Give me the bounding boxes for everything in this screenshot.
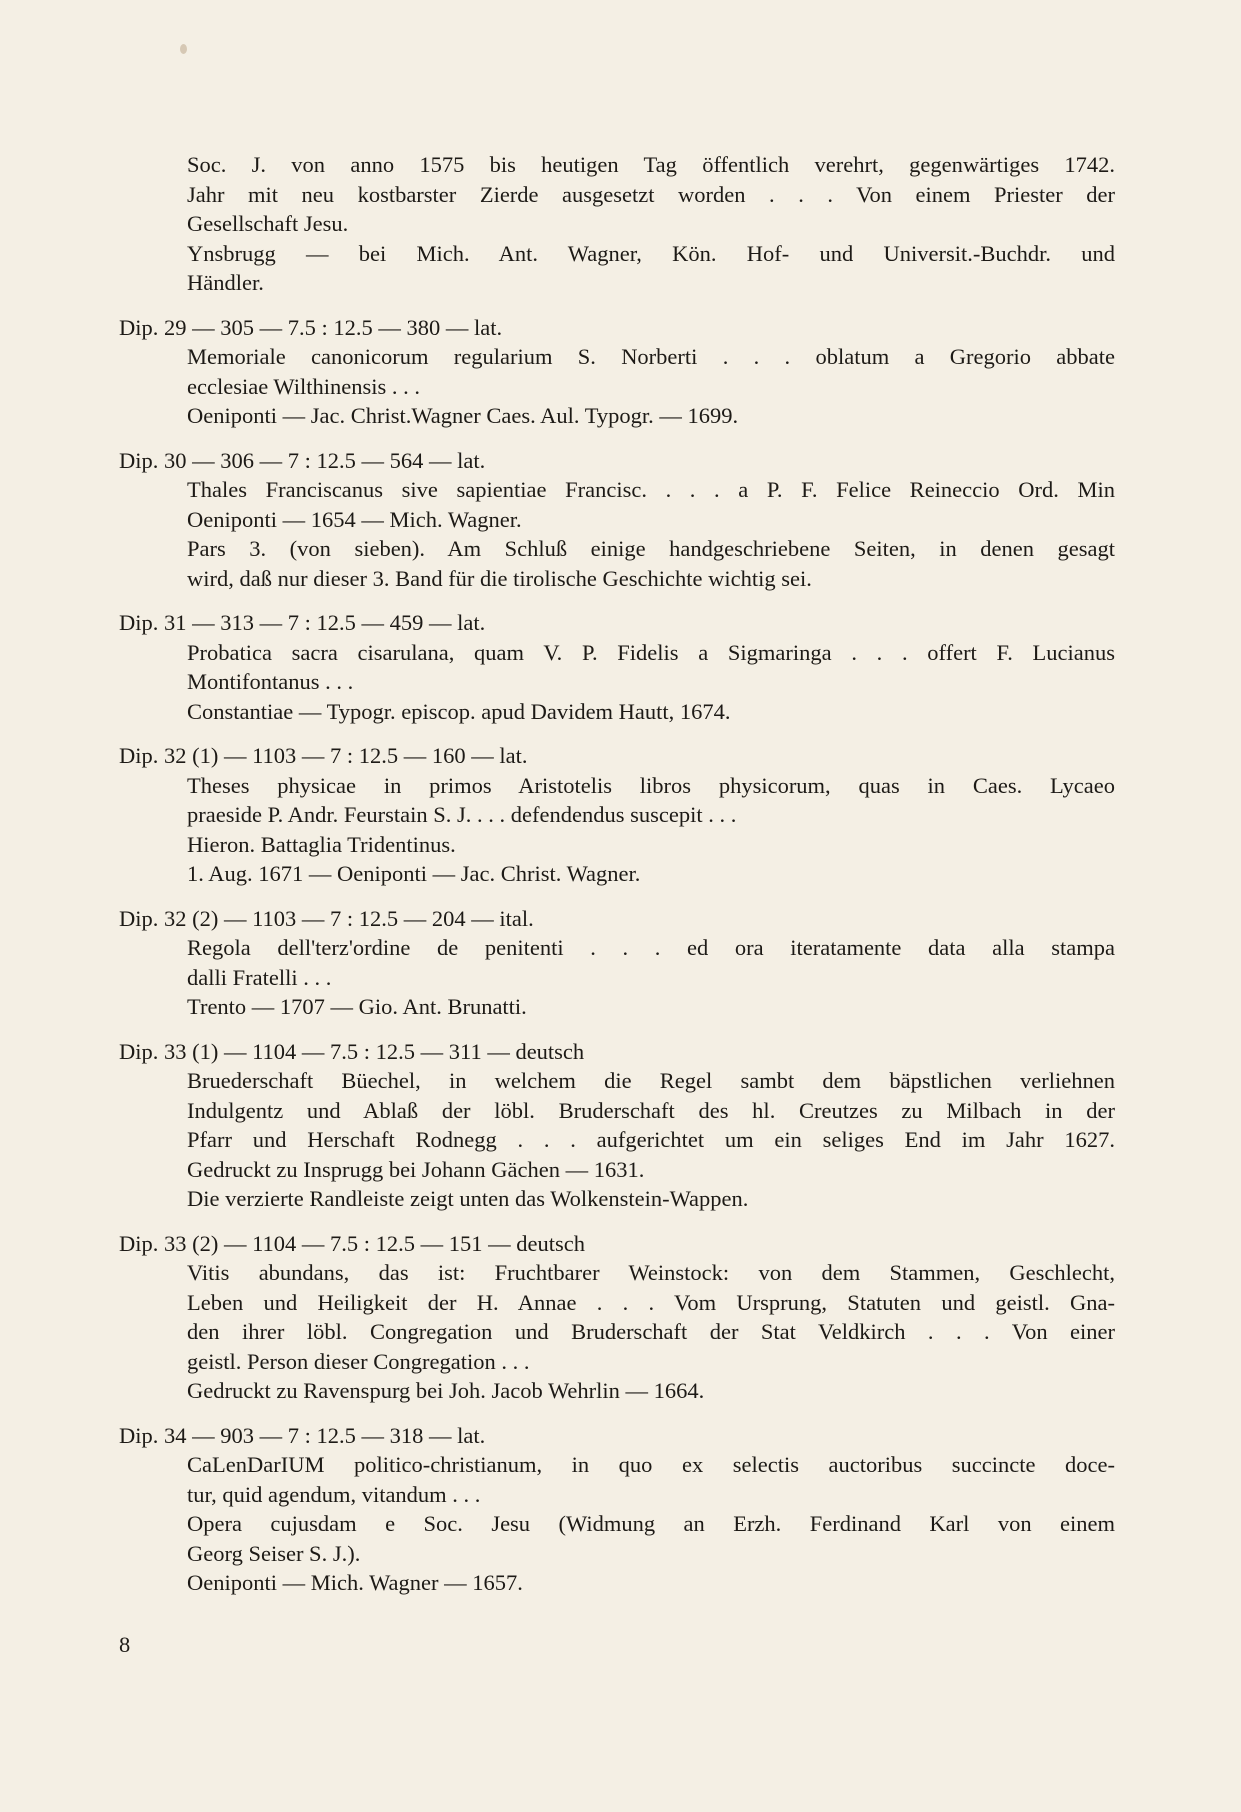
text-line: Gedruckt zu Ravenspurg bei Joh. Jacob Wehrlin — 1664.	[187, 1378, 705, 1403]
catalog-text	[119, 150, 1115, 1598]
continued-entry	[119, 150, 1115, 298]
text-line: Ynsbrugg — bei Mich. Ant. Wagner, Kön. Hof- und Universit.-Buchdr. und	[187, 240, 1115, 266]
text-line: Regola dell'terz'ordine de penitenti . . . ed ora iteratamente data alla stampa	[187, 935, 1115, 960]
text-line: Händler.	[187, 270, 264, 295]
text-line: ecclesiae Wilthinensis . . .	[187, 373, 420, 399]
entry-header: Dip. 29 — 305 — 7.5 : 12.5 — 380 — lat.	[119, 314, 503, 340]
text-line: Theses physicae in primos Aristotelis libros physicorum, quas in Caes. Lycaeo	[187, 772, 1115, 798]
text-line: den ihrer löbl. Congregation und Bruderschaft der Stat Veldkirch . . . Von einer	[187, 1319, 1115, 1344]
entry-header: Dip. 30 — 306 — 7 : 12.5 — 564 — lat.	[119, 447, 486, 473]
text-line: CaLenDarIUM politico-christianum, in quo ex selectis auctoribus succincte doce-	[187, 1452, 1115, 1477]
text-line: praeside P. Andr. Feurstain S. J. . . . defendendus suscepit . . .	[187, 802, 737, 827]
text-line: Pars 3. (von sieben). Am Schluß einige handgeschriebene Seiten, in denen gesagt	[187, 536, 1115, 561]
text-line: Leben und Heiligkeit der H. Annae . . . Vom Ursprung, Statuten und geistl. Gna-	[187, 1289, 1115, 1315]
text-line: geistl. Person dieser Congregation . . .	[187, 1348, 530, 1374]
text-line: tur, quid agendum, vitandum . . .	[187, 1481, 481, 1507]
text-line: Montifontanus . . .	[187, 669, 354, 694]
text-line: Oeniponti — Mich. Wagner — 1657.	[187, 1570, 523, 1595]
text-line: Memoriale canonicorum regularium S. Norberti . . . oblatum a Gregorio abbate	[187, 344, 1115, 369]
text-line: Georg Seiser S. J.).	[187, 1540, 361, 1566]
catalog-entry	[119, 1229, 1115, 1406]
catalog-entry	[119, 1037, 1115, 1214]
catalog-entry	[119, 1421, 1115, 1598]
entry-header: Dip. 32 (2) — 1103 — 7 : 12.5 — 204 — ital.	[119, 905, 534, 931]
text-line: Vitis abundans, das ist: Fruchtbarer Weinstock: von dem Stammen, Geschlecht,	[187, 1260, 1115, 1285]
text-line: Gedruckt zu Insprugg bei Johann Gächen — 1631.	[187, 1156, 645, 1182]
text-line: Soc. J. von anno 1575 bis heutigen Tag öffentlich verehrt, gegenwärtiges 1742.	[187, 152, 1115, 177]
page-number: 8	[119, 1632, 131, 1657]
text-line: Pfarr und Herschaft Rodnegg . . . aufgerichtet um ein seliges End im Jahr 1627.	[187, 1127, 1115, 1152]
entry-header: Dip. 33 (2) — 1104 — 7.5 : 12.5 — 151 — deutsch	[119, 1230, 586, 1256]
text-line: Bruederschaft Büechel, in welchem die Regel sambt dem bäpstlichen verliehnen	[187, 1068, 1115, 1093]
text-line: Thales Franciscanus sive sapientiae Francisc. . . . a P. F. Felice Reineccio Ord. Min	[187, 477, 1115, 502]
text-line: Hieron. Battaglia Tridentinus.	[187, 831, 456, 857]
text-line: dalli Fratelli . . .	[187, 964, 332, 990]
catalog-entry	[119, 904, 1115, 1022]
text-line: Gesellschaft Jesu.	[187, 211, 349, 236]
text-line: Opera cujusdam e Soc. Jesu (Widmung an Erzh. Ferdinand Karl von einem	[187, 1511, 1115, 1536]
entry-header: Dip. 31 — 313 — 7 : 12.5 — 459 — lat.	[119, 610, 486, 635]
catalog-entry	[119, 446, 1115, 594]
text-line: Jahr mit neu kostbarster Zierde ausgesetzt worden . . . Von einem Priester der	[187, 181, 1115, 207]
paper-speck	[180, 44, 187, 54]
text-line: Indulgentz und Ablaß der löbl. Bruderschaft des hl. Creutzes zu Milbach in der	[187, 1097, 1115, 1123]
catalog-entry	[119, 313, 1115, 431]
catalog-entry	[119, 741, 1115, 889]
text-line: Probatica sacra cisarulana, quam V. P. Fidelis a Sigmaringa . . . offert F. Lucianus	[187, 639, 1115, 665]
text-line: Oeniponti — Jac. Christ.Wagner Caes. Aul. Typogr. — 1699.	[187, 403, 739, 428]
text-line: Die verzierte Randleiste zeigt unten das Wolkenstein-Wappen.	[187, 1186, 749, 1211]
entry-header: Dip. 34 — 903 — 7 : 12.5 — 318 — lat.	[119, 1422, 486, 1448]
catalog-entry	[119, 608, 1115, 726]
text-line: Oeniponti — 1654 — Mich. Wagner.	[187, 506, 522, 532]
text-line: 1. Aug. 1671 — Oeniponti — Jac. Christ. Wagner.	[187, 861, 641, 886]
entry-header: Dip. 33 (1) — 1104 — 7.5 : 12.5 — 311 — deutsch	[119, 1038, 585, 1064]
entry-header: Dip. 32 (1) — 1103 — 7 : 12.5 — 160 — lat.	[119, 743, 528, 768]
text-line: wird, daß nur dieser 3. Band für die tirolische Geschichte wichtig sei.	[187, 565, 812, 591]
text-line: Constantiae — Typogr. episcop. apud Davidem Hautt, 1674.	[187, 698, 731, 724]
text-line: Trento — 1707 — Gio. Ant. Brunatti.	[187, 994, 527, 1019]
